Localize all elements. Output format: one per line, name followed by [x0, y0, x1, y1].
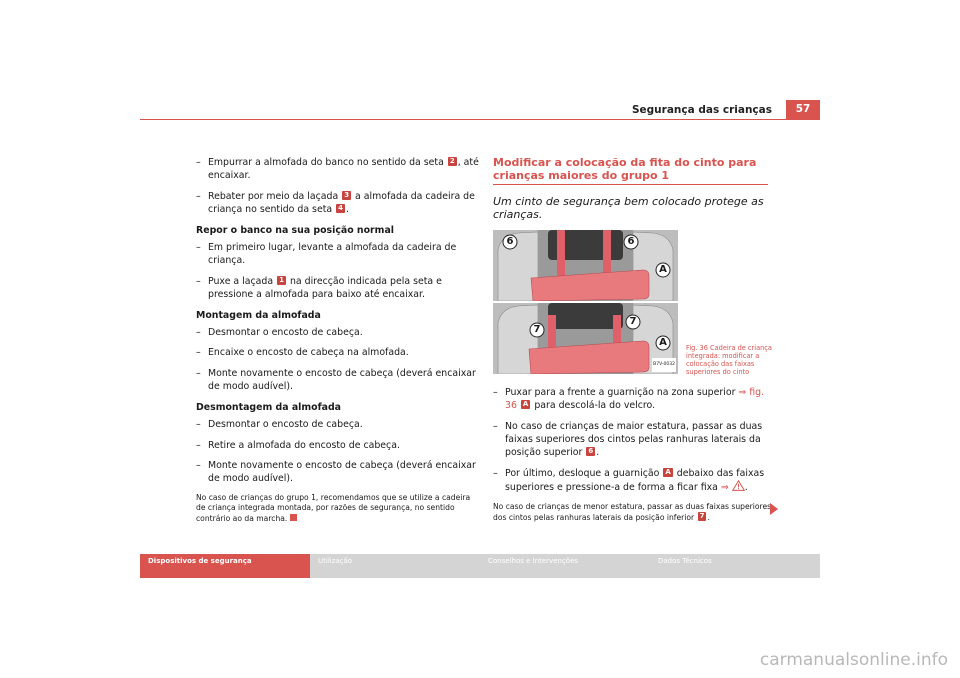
figure-label: A: [659, 336, 667, 348]
watermark-text: carmanualsonline.info: [759, 650, 948, 670]
tab-dados-tecnicos[interactable]: Dados Técnicos: [658, 557, 712, 565]
figure-panel-bottom: [493, 303, 678, 374]
figure-code: B7V-0032: [652, 358, 676, 371]
seat-illustration-bottom: [493, 303, 678, 374]
list-item: – Empurrar a almofada do banco no sentido da seta 2 , até encaixar.: [196, 157, 479, 182]
marker-badge: 1: [279, 275, 284, 284]
figure-link[interactable]: ⇒ fig. 36: [505, 386, 765, 412]
figure-panel-top: [493, 230, 678, 301]
list-item: – No caso de crianças de maior estatura, passar as duas faixas superiores dos cintos pelas ranhuras laterais da posição superior 6 .: [493, 420, 763, 459]
marker-badge: 4: [338, 204, 343, 213]
left-column: [196, 156, 481, 525]
list-item: – Encaixe o encosto de cabeça na almofada.: [196, 347, 409, 359]
warning-link[interactable]: ⇒: [720, 482, 729, 494]
figure-36: [493, 230, 772, 376]
figure-label: 6: [506, 235, 514, 247]
list-item: – Retire a almofada do encosto de cabeça.: [196, 439, 400, 451]
next-page-arrow-icon[interactable]: [770, 503, 778, 515]
end-square-icon: [290, 514, 297, 521]
note-text: No caso de crianças de menor estatura, passar as duas faixas superiores dos cintos pelas ranhuras laterais da posição inferior 7 .: [493, 501, 772, 523]
list-item: – Desmontar o encosto de cabeça.: [196, 419, 363, 431]
figure-label: A: [659, 263, 667, 275]
page-header: [140, 100, 820, 120]
list-item: – Rebater por meio da laçada 3 a almofada da cadeira de criança no sentido da seta 4 .: [196, 190, 475, 216]
list-item: – Em primeiro lugar, levante a almofada da cadeira de criança.: [196, 242, 457, 267]
right-column: [493, 156, 778, 524]
list-item: – Por último, desloque a guarnição A debaixo das faixas superiores e pressione-a de forma a ficar fixa ⇒ .: [493, 467, 765, 494]
tab-dispositivos-seguranca[interactable]: Dispositivos de segurança: [140, 554, 310, 578]
marker-badge: 6: [588, 447, 594, 456]
list-item: – Puxar para a frente a guarnição na zona superior ⇒ fig. 36 A para descolá-la do velcro.: [493, 386, 765, 412]
list-item: – Desmontar o encosto de cabeça.: [196, 327, 363, 339]
list-item: – Puxe a laçada 1 na direcção indicada pela seta e pressione a almofada para baixo até encaixar.: [196, 275, 442, 301]
header-title: Segurança das crianças: [631, 104, 772, 116]
seat-illustration-top: [493, 230, 678, 301]
footer-nav: [140, 554, 820, 578]
tab-conselhos-intervencoes[interactable]: Conselhos e Intervenções: [488, 557, 579, 565]
marker-badge: A: [522, 400, 529, 409]
list-item: – Monte novamente o encosto de cabeça (deverá encaixar de modo audível).: [196, 459, 476, 485]
marker-badge: 2: [449, 157, 455, 165]
tab-utilizacao[interactable]: Utilização: [318, 557, 353, 565]
figure-label: 7: [629, 315, 637, 327]
section-title: Modificar a colocação da fita do cinto para crianças maiores do grupo 1: [493, 156, 768, 185]
section-heading: Montagem da almofada: [196, 309, 321, 321]
page-number: 57: [786, 100, 820, 119]
figure-label: 7: [533, 323, 541, 335]
list-item: – Monte novamente o encosto de cabeça (deverá encaixar de modo audível).: [196, 367, 476, 393]
section-subtitle: Um cinto de segurança bem colocado protege as crianças.: [493, 195, 764, 222]
figure-caption: Fig. 36 Cadeira de criança integrada: modificar a colocação das faixas superiores do cinto: [686, 343, 772, 376]
warning-triangle-icon: [732, 480, 745, 491]
marker-badge: 3: [344, 190, 350, 199]
note-text: No caso de crianças do grupo 1, recomendamos que se utilize a cadeira de criança integrada montada, por razões de segurança, no sentido contrário ao da marcha.: [196, 492, 471, 523]
section-heading: Repor o banco na sua posição normal: [196, 224, 394, 236]
figure-label: 6: [627, 235, 635, 247]
marker-badge: 7: [699, 512, 705, 521]
marker-badge: A: [665, 467, 671, 476]
section-heading: Desmontagem da almofada: [196, 401, 342, 413]
